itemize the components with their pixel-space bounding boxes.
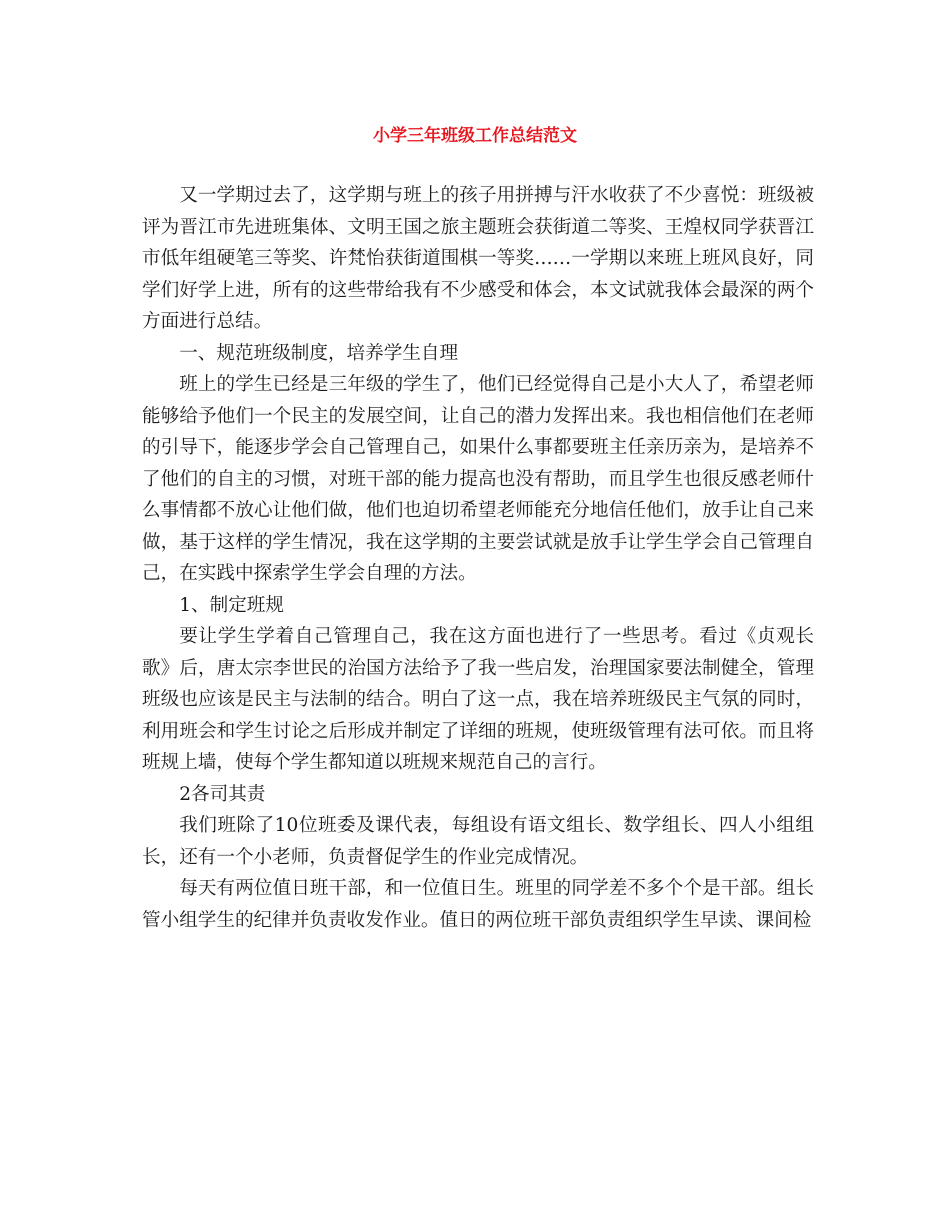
paragraph-class-rules: 要让学生学着自己管理自己，我在这方面也进行了一些思考。看过《贞观长歌》后，唐太宗李世民的治国方法给予了我一些启发，治理国家要法制健全，管理班级也应该是民主与法制的结合。明白了这一点，我在培养班级民主气氛的同时，利用班会和学生讨论之后形成并制定了详细的班规，使班级管理有法可依。而且将班规上墙，使每个学生都知道以班规来规范自己的言行。 <box>142 626 814 773</box>
paragraph-class-committee: 我们班除了10位班委及课代表，每组设有语文组长、数学组长、四人小组组长，还有一个小老师，负责督促学生的作业完成情况。 <box>142 815 814 868</box>
section-heading-1: 一、规范班级制度，培养学生自理 <box>179 342 459 364</box>
document-body <box>142 180 814 936</box>
paragraph-intro: 又一学期过去了，这学期与班上的孩子用拼搏与汗水收获了不少喜悦：班级被评为晋江市先进班集体、文明王国之旅主题班会获街道二等奖、王煌权同学获晋江市低年组硬笔三等奖、许梵怡获街道围棋一等奖……一学期以来班上班风良好，同学们好学上进，所有的这些带给我有不少感受和体会，本文试就我体会最深的两个方面进行总结。 <box>142 185 814 332</box>
subheading-duties: 2各司其责 <box>179 783 266 805</box>
document-title: 小学三年班级工作总结范文 <box>373 126 577 146</box>
paragraph-daily-duty: 每天有两位值日班干部，和一位值日生。班里的同学差不多个个是干部。组长管小组学生的纪律并负责收发作业。值日的两位班干部负责组织学生早读、课间检 <box>142 878 814 931</box>
subheading-class-rules: 1、制定班规 <box>179 594 284 616</box>
paragraph-self-management: 班上的学生已经是三年级的学生了，他们已经觉得自己是小大人了，希望老师能够给予他们一个民主的发展空间，让自己的潜力发挥出来。我也相信他们在老师的引导下，能逐步学会自己管理自己，如果什么事都要班主任亲历亲为，是培养不了他们的自主的习惯，对班干部的能力提高也没有帮助，而且学生也很反感老师什么事情都不放心让他们做，他们也迫切希望老师能充分地信任他们，放手让自己来做，基于这样的学生情况，我在这学期的主要尝试就是放手让学生学会自己管理自己，在实践中探索学生学会自理的方法。 <box>142 374 814 584</box>
